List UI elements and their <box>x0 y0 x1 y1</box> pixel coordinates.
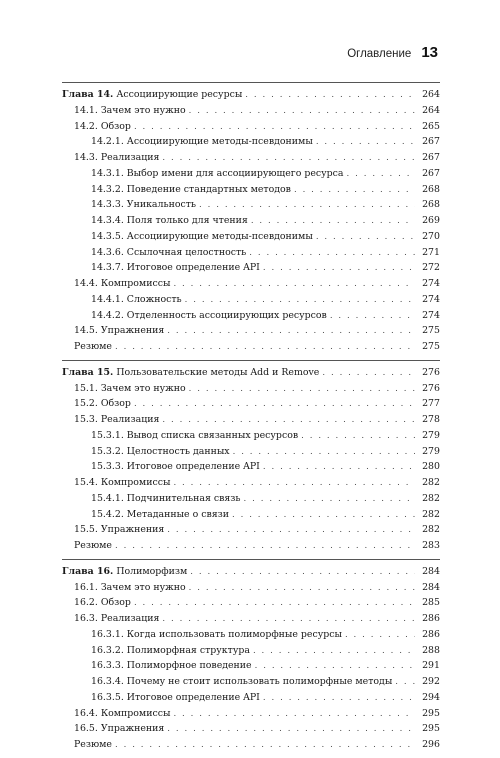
toc-entry-title: Реализация <box>100 414 160 425</box>
toc-section-entry[interactable] <box>62 538 440 554</box>
toc-entry-title: Резюме <box>74 341 112 352</box>
toc-entry-number: 14.3.1. <box>91 167 124 179</box>
toc-entry-number: 14.3.3. <box>91 199 124 211</box>
toc-chapter-entry[interactable] <box>62 564 440 580</box>
toc-entry-page: 267 <box>422 136 440 148</box>
toc-entry-number: 16.2. <box>74 597 98 609</box>
dot-leader <box>115 738 415 754</box>
dot-leader <box>162 612 415 628</box>
toc-section-entry[interactable] <box>62 339 440 355</box>
dot-leader <box>162 413 415 429</box>
toc-entry-label <box>62 564 187 580</box>
toc-entry-title: Пользовательские методы Add и Remove <box>116 366 320 378</box>
toc-entry-number: 16.3.4. <box>91 676 124 687</box>
toc-section-entry[interactable] <box>62 150 440 166</box>
toc-entry-title: Упражнения <box>100 723 165 735</box>
toc-subsection-entry[interactable] <box>62 444 440 460</box>
toc-entry-title: Когда использовать полиморфные ресурсы <box>126 628 342 640</box>
toc-entry-title: Компромиссы <box>100 278 171 289</box>
toc-entry-page: 271 <box>422 246 440 258</box>
toc-entry-title: Резюме <box>74 540 112 551</box>
toc-entry-number: 14.4. <box>74 278 98 289</box>
toc-chapter-entry[interactable] <box>62 365 440 381</box>
toc-entry-page: 272 <box>422 262 440 274</box>
toc-section-entry[interactable] <box>62 475 440 491</box>
dot-leader <box>301 429 415 445</box>
running-header-title: Оглавление <box>347 48 412 60</box>
toc-subsection-entry[interactable] <box>62 658 440 674</box>
toc-entry-number: 16.1. <box>74 581 98 593</box>
toc-entry-page: 285 <box>422 597 440 609</box>
toc-entry-page: 274 <box>422 278 440 289</box>
toc-subsection-entry[interactable] <box>62 491 440 507</box>
toc-entry-page: 294 <box>422 691 440 703</box>
toc-entry-title: Реализация <box>100 152 160 163</box>
toc-entry-title: Вывод списка связанных ресурсов <box>126 429 299 441</box>
toc-section-entry[interactable] <box>62 522 440 538</box>
dot-leader <box>185 293 415 309</box>
toc-chapter-entry[interactable] <box>62 87 440 103</box>
dot-leader <box>249 246 415 262</box>
toc-entry-label <box>91 260 260 276</box>
toc-entry-number: 16.3.1. <box>91 628 124 640</box>
toc-entry-number: Глава 15. <box>62 366 114 378</box>
chapter-separator-rule <box>62 360 440 361</box>
toc-entry-label <box>74 611 159 627</box>
toc-entry-page: 267 <box>422 152 440 163</box>
toc-entry-label <box>74 475 170 491</box>
toc-entry-label <box>91 643 250 659</box>
toc-entry-title: Полиморфизм <box>116 565 188 577</box>
toc-entry-number: 14.3.2. <box>91 183 124 195</box>
toc-section-entry[interactable] <box>62 611 440 627</box>
toc-entry-page: 286 <box>422 613 440 624</box>
toc-entry-label <box>91 459 260 475</box>
dot-leader <box>316 135 415 151</box>
toc-entry-page: 295 <box>422 707 440 719</box>
toc-entry-label <box>91 690 260 706</box>
toc-entry-number: 16.5. <box>74 723 98 735</box>
toc-entry-page: 284 <box>422 565 440 577</box>
toc-entry-number: 15.2. <box>74 398 98 410</box>
toc-entry-label <box>62 365 319 381</box>
toc-entry-number: 15.1. <box>74 382 98 394</box>
toc-entry-label <box>74 396 131 412</box>
dot-leader <box>134 596 415 612</box>
toc-entry-title: Отделенность ассоциирующих ресурсов <box>126 309 327 321</box>
toc-entry-label <box>74 150 159 166</box>
dot-leader <box>173 707 415 723</box>
dot-leader <box>190 565 415 581</box>
toc-entry-number: 14.3. <box>74 152 98 163</box>
running-header <box>347 44 438 61</box>
toc-entry-label <box>91 292 182 308</box>
toc-subsection-entry[interactable] <box>62 134 440 150</box>
toc-subsection-entry[interactable] <box>62 643 440 659</box>
dot-leader <box>233 445 415 461</box>
toc-entry-label <box>91 428 298 444</box>
toc-entry-number: 14.2. <box>74 120 98 132</box>
toc-entry-number: 15.3.1. <box>91 429 124 441</box>
toc-subsection-entry[interactable] <box>62 229 440 245</box>
toc-subsection-entry[interactable] <box>62 627 440 643</box>
toc-entry-page: 269 <box>422 215 440 226</box>
toc-entry-number: Глава 14. <box>62 89 114 100</box>
toc-entry-page: 279 <box>422 429 440 441</box>
dot-leader <box>199 198 415 214</box>
dot-leader <box>167 324 415 340</box>
toc-section-entry[interactable] <box>62 103 440 119</box>
toc-entry-page: 282 <box>422 508 440 520</box>
dot-leader <box>232 508 415 524</box>
toc-entry-page: 282 <box>422 492 440 504</box>
dot-leader <box>347 167 415 183</box>
toc-entry-label <box>91 308 327 324</box>
toc-entry-page: 268 <box>422 183 440 195</box>
toc-entry-title: Компромиссы <box>100 707 171 719</box>
toc-entry-title: Почему не стоит использовать полиморфные методы <box>126 676 393 687</box>
toc-entry-page: 268 <box>422 199 440 211</box>
toc-entry-label <box>91 134 313 150</box>
toc-entry-number: 14.5. <box>74 325 98 337</box>
dot-leader <box>134 120 415 136</box>
toc-section-entry[interactable] <box>62 721 440 737</box>
toc-section-entry[interactable] <box>62 323 440 339</box>
toc-entry-number: 16.3.3. <box>91 660 124 672</box>
toc-entry-label <box>74 580 186 596</box>
toc-entry-number: 14.3.6. <box>91 246 124 258</box>
toc-entry-label <box>91 213 248 229</box>
toc-entry-number: 14.4.1. <box>91 293 124 305</box>
toc-subsection-entry[interactable] <box>62 245 440 261</box>
toc-subsection-entry[interactable] <box>62 166 440 182</box>
dot-leader <box>294 183 415 199</box>
toc-subsection-entry[interactable] <box>62 260 440 276</box>
toc-entry-label <box>74 706 170 722</box>
dot-leader <box>345 628 415 644</box>
toc-entry-label <box>74 103 186 119</box>
toc-entry-title: Зачем это нужно <box>100 382 186 394</box>
toc-entry-number: Глава 16. <box>62 565 114 577</box>
toc-entry-label <box>91 182 291 198</box>
toc-entry-title: Компромиссы <box>100 477 171 488</box>
toc-entry-label <box>74 323 164 339</box>
toc-entry-page: 264 <box>422 89 440 100</box>
toc-entry-title: Обзор <box>100 597 131 609</box>
toc-subsection-entry[interactable] <box>62 197 440 213</box>
toc-entry-number: 14.4.2. <box>91 309 124 321</box>
toc-section-entry[interactable] <box>62 276 440 292</box>
toc-entry-number: 15.3.2. <box>91 445 124 457</box>
toc-entry-page: 295 <box>422 723 440 735</box>
toc-entry-title: Целостность данных <box>126 445 230 457</box>
toc-entry-page: 283 <box>422 540 440 551</box>
toc-entry-page: 275 <box>422 341 440 352</box>
toc-entry-page: 282 <box>422 477 440 488</box>
toc-chapter-block <box>62 87 440 355</box>
toc-entry-title: Реализация <box>100 613 160 624</box>
toc-entry-page: 275 <box>422 325 440 337</box>
toc-entry-label <box>74 538 112 554</box>
toc-entry-page: 288 <box>422 644 440 656</box>
toc-entry-page: 282 <box>422 524 440 536</box>
toc-chapter-block <box>62 564 440 753</box>
toc-entry-label <box>62 87 242 103</box>
dot-leader <box>395 675 415 691</box>
toc-entry-number: 16.3. <box>74 613 98 624</box>
toc-subsection-entry[interactable] <box>62 428 440 444</box>
toc-entry-page: 279 <box>422 445 440 457</box>
toc-entry-title: Обзор <box>100 120 131 132</box>
toc-entry-title: Итоговое определение API <box>126 691 260 703</box>
toc-subsection-entry[interactable] <box>62 308 440 324</box>
toc-entry-page: 280 <box>422 461 440 473</box>
toc-entry-title: Зачем это нужно <box>100 104 186 116</box>
toc-entry-page: 291 <box>422 660 440 672</box>
toc-entry-label <box>91 166 344 182</box>
toc-entry-number: 15.3. <box>74 414 98 425</box>
toc-section-entry[interactable] <box>62 595 440 611</box>
toc-section-entry[interactable] <box>62 706 440 722</box>
toc-entry-title: Уникальность <box>126 199 197 211</box>
toc-entry-label <box>91 229 313 245</box>
dot-leader <box>162 151 415 167</box>
toc-entry-number: 14.3.7. <box>91 262 124 274</box>
toc-entry-number: 16.3.5. <box>91 691 124 703</box>
toc-entry-page: 267 <box>422 167 440 179</box>
dot-leader <box>316 230 415 246</box>
toc-entry-title: Выбор имени для ассоциирующего ресурса <box>126 167 344 179</box>
dot-leader <box>253 644 415 660</box>
toc-entry-page: 274 <box>422 293 440 305</box>
dot-leader <box>134 397 415 413</box>
dot-leader <box>189 382 415 398</box>
dot-leader <box>189 104 415 120</box>
toc-section-entry[interactable] <box>62 396 440 412</box>
toc-entry-number: 15.3.3. <box>91 461 124 473</box>
toc-entry-page: 292 <box>422 676 440 687</box>
chapter-separator-rule <box>62 82 440 83</box>
toc-section-entry[interactable] <box>62 580 440 596</box>
dot-leader <box>263 460 415 476</box>
toc-entry-label <box>91 245 246 261</box>
toc-entry-page: 264 <box>422 104 440 116</box>
dot-leader <box>263 261 415 277</box>
dot-leader <box>115 539 415 555</box>
toc-entry-title: Полиморфное поведение <box>126 660 252 672</box>
toc-entry-page: 286 <box>422 628 440 640</box>
dot-leader <box>173 476 415 492</box>
dot-leader <box>322 366 415 382</box>
toc-entry-number: 15.5. <box>74 524 98 536</box>
toc-entry-label <box>74 522 164 538</box>
toc-entry-number: 14.1. <box>74 104 98 116</box>
toc-entry-title: Поведение стандартных методов <box>126 183 291 195</box>
dot-leader <box>173 277 415 293</box>
toc-subsection-entry[interactable] <box>62 507 440 523</box>
page-number: 13 <box>421 44 438 61</box>
toc-entry-label <box>91 491 241 507</box>
toc-chapter-block <box>62 365 440 554</box>
toc-entry-label <box>91 627 342 643</box>
toc-entry-title: Полиморфная структура <box>126 644 250 656</box>
dot-leader <box>115 340 415 356</box>
dot-leader <box>167 722 415 738</box>
dot-leader <box>330 309 415 325</box>
toc-subsection-entry[interactable] <box>62 459 440 475</box>
toc-entry-label <box>91 444 230 460</box>
toc-entry-page: 296 <box>422 739 440 750</box>
toc-entry-title: Обзор <box>100 398 131 410</box>
chapter-separator-rule <box>62 559 440 560</box>
dot-leader <box>255 659 415 675</box>
toc-subsection-entry[interactable] <box>62 213 440 229</box>
toc-entry-label <box>91 507 229 523</box>
toc-entry-title: Подчинительная связь <box>126 492 241 504</box>
toc-subsection-entry[interactable] <box>62 674 440 690</box>
toc-section-entry[interactable] <box>62 381 440 397</box>
toc-entry-label <box>74 381 186 397</box>
toc-entry-title: Метаданные о связи <box>126 508 229 520</box>
toc-section-entry[interactable] <box>62 412 440 428</box>
toc-entry-title: Поля только для чтения <box>126 215 248 226</box>
toc-entry-label <box>74 276 170 292</box>
toc-entry-title: Итоговое определение API <box>126 262 260 274</box>
toc-entry-label <box>74 119 131 135</box>
toc-subsection-entry[interactable] <box>62 690 440 706</box>
toc-entry-page: 265 <box>422 120 440 132</box>
toc-entry-label <box>74 412 159 428</box>
toc-entry-number: 16.3.2. <box>91 644 124 656</box>
toc-entry-label <box>91 197 196 213</box>
toc-entry-title: Ссылочная целостность <box>126 246 247 258</box>
toc-entry-number: 15.4. <box>74 477 98 488</box>
toc-entry-page: 274 <box>422 309 440 321</box>
toc-entry-title: Зачем это нужно <box>100 581 186 593</box>
toc-subsection-entry[interactable] <box>62 182 440 198</box>
dot-leader <box>189 581 415 597</box>
toc-entry-label <box>74 737 112 753</box>
toc-entry-title: Итоговое определение API <box>126 461 260 473</box>
toc-entry-title: Упражнения <box>100 325 165 337</box>
dot-leader <box>245 88 415 104</box>
dot-leader <box>244 492 415 508</box>
toc-entry-number: 15.4.1. <box>91 492 124 504</box>
toc-section-entry[interactable] <box>62 119 440 135</box>
toc-entry-title: Резюме <box>74 739 112 750</box>
table-of-contents <box>62 82 440 758</box>
toc-entry-label <box>91 674 392 690</box>
toc-entry-number: 14.3.4. <box>91 215 124 226</box>
toc-entry-page: 277 <box>422 398 440 410</box>
dot-leader <box>167 523 415 539</box>
toc-entry-label <box>91 658 252 674</box>
toc-entry-page: 270 <box>422 230 440 242</box>
toc-entry-number: 14.2.1. <box>91 136 124 148</box>
toc-entry-title: Ассоциирующие методы-псевдонимы <box>126 230 313 242</box>
dot-leader <box>251 214 415 230</box>
toc-entry-title: Упражнения <box>100 524 165 536</box>
toc-entry-number: 15.4.2. <box>91 508 124 520</box>
toc-entry-number: 16.4. <box>74 707 98 719</box>
toc-entry-number: 14.3.5. <box>91 230 124 242</box>
toc-section-entry[interactable] <box>62 737 440 753</box>
toc-subsection-entry[interactable] <box>62 292 440 308</box>
toc-entry-label <box>74 721 164 737</box>
toc-entry-page: 284 <box>422 581 440 593</box>
toc-entry-title: Ассоциирующие методы-псевдонимы <box>126 136 313 148</box>
toc-entry-title: Сложность <box>126 293 182 305</box>
toc-entry-page: 276 <box>422 382 440 394</box>
toc-entry-page: 278 <box>422 414 440 425</box>
toc-entry-title: Ассоциирующие ресурсы <box>116 89 243 100</box>
toc-entry-label <box>74 595 131 611</box>
toc-entry-label <box>74 339 112 355</box>
dot-leader <box>263 691 415 707</box>
toc-entry-page: 276 <box>422 366 440 378</box>
